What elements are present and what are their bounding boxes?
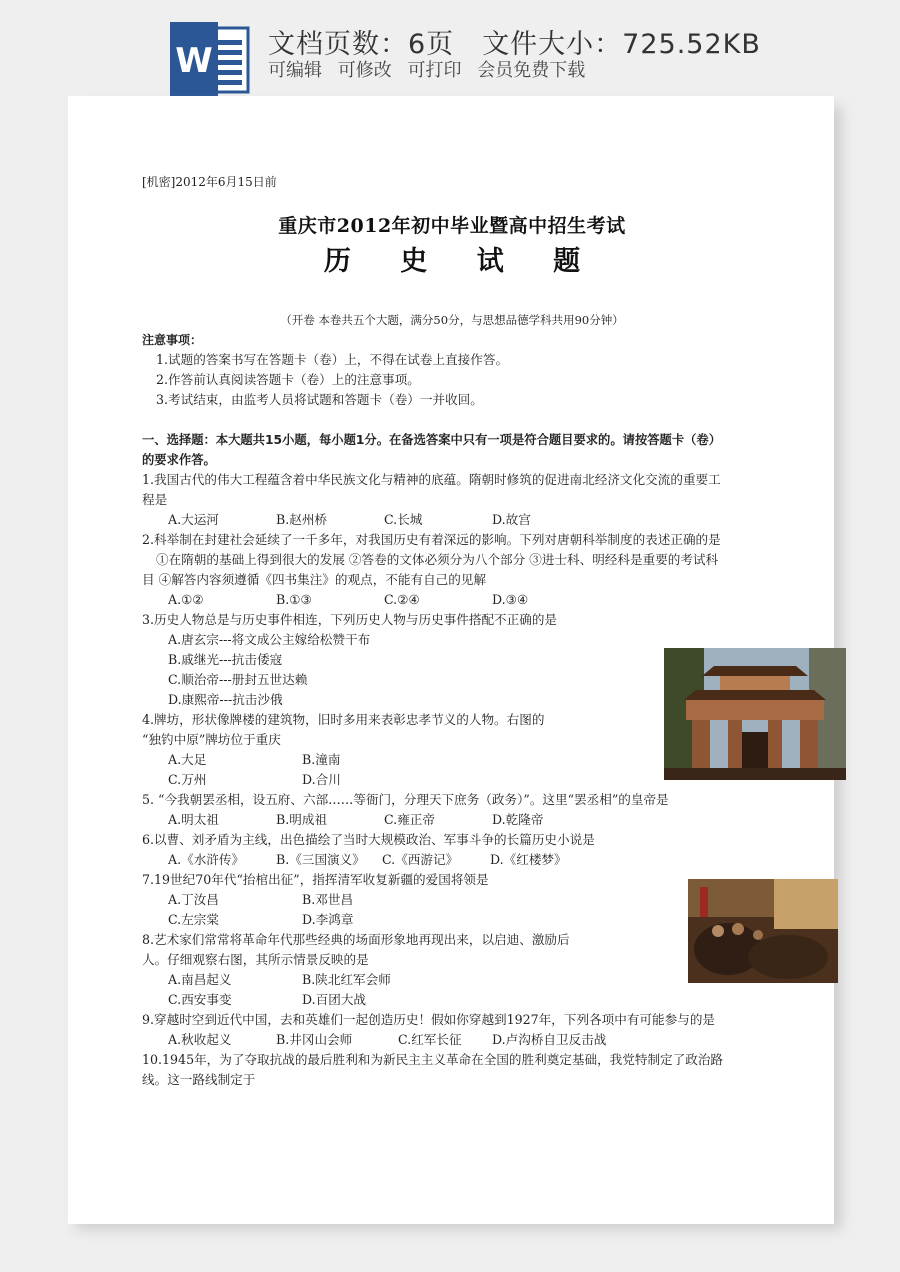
- question-6: 6.以曹、刘矛盾为主线，出色描绘了当时大规模政治、军事斗争的长篇历史小说是: [142, 832, 595, 847]
- option-a: A.《水浒传》: [168, 852, 245, 867]
- question-7: 7.19世纪70年代“抬棺出征”，指挥清军收复新疆的爱国将领是: [142, 872, 489, 887]
- feature-printable: 可打印: [407, 60, 462, 81]
- option-c: C.红军长征: [398, 1032, 462, 1047]
- option-a: A.秋收起义: [168, 1032, 232, 1047]
- option-d: D.乾隆帝: [492, 812, 544, 827]
- question-4: 4.牌坊，形状像牌楼的建筑物，旧时多用来表彰忠孝节义的人物。右图的: [142, 712, 545, 727]
- exam-title: 重庆市2012年初中毕业暨高中招生考试: [278, 215, 626, 237]
- option-c: C.西安事变: [168, 992, 232, 1007]
- option-a: A.①②: [168, 592, 204, 607]
- archway-photo: [664, 648, 846, 780]
- option-c: C.左宗棠: [168, 912, 219, 927]
- option-d: D.李鸿章: [302, 912, 354, 927]
- question-10: 10.1945年，为了夺取抗战的最后胜利和为新民主主义革命在全国的胜利奠定基础，我党特制定了政治路: [142, 1052, 724, 1067]
- option-c: C.万州: [168, 772, 207, 787]
- option-b: B.井冈山会师: [276, 1032, 353, 1047]
- option-a: A.大足: [168, 752, 207, 767]
- option-a: A.明太祖: [168, 812, 219, 827]
- download-banner: [0, 0, 900, 96]
- question-10-cont: 线。这一路线制定于: [142, 1072, 256, 1087]
- option-b: B.赵州桥: [276, 512, 328, 527]
- page-count: 文档页数：6页: [268, 29, 455, 60]
- question-1-cont: 程是: [142, 492, 168, 507]
- option-b: B.《三国演义》: [276, 852, 365, 867]
- note-item: 3.考试结束，由监考人员将试题和答题卡（卷）一并收回。: [156, 392, 483, 407]
- secret-mark: [机密]2012年6月15日前: [142, 175, 277, 189]
- section-heading-cont: 的要求作答。: [142, 453, 216, 467]
- option-d: D.百团大战: [302, 992, 367, 1007]
- option-b: B.陕北红军会师: [302, 972, 391, 987]
- notes-heading: 注意事项：: [142, 333, 203, 347]
- archway-illustration: [664, 648, 846, 780]
- feature-list: [268, 56, 595, 82]
- question-4-cont: “独钓中原”牌坊位于重庆: [142, 732, 281, 747]
- note-item: 2.作答前认真阅读答题卡（卷）上的注意事项。: [156, 372, 420, 387]
- question-5: 5. “今我朝罢丞相，设五府、六部……等衙门，分理天下庶务（政务）”。这里“罢丞相”的皇帝是: [142, 792, 669, 807]
- option-d: D.《红楼梦》: [490, 852, 567, 867]
- question-8-cont: 人。仔细观察右图，其所示情景反映的是: [142, 952, 369, 967]
- question-2: 2.科举制在封建社会延续了一千多年，对我国历史有着深远的影响。下列对唐朝科举制度的表述正确的是: [142, 532, 721, 547]
- option-b: B.潼南: [302, 752, 341, 767]
- feature-editable: 可编辑: [268, 60, 322, 81]
- option-c: C.长城: [384, 512, 423, 527]
- option-b: B.邓世昌: [302, 892, 354, 907]
- question-3: 3.历史人物总是与历史事件相连，下列历史人物与历史事件搭配不正确的是: [142, 612, 558, 627]
- option-a: A.丁汝昌: [168, 892, 219, 907]
- section-heading: 一、选择题：本大题共15小题，每小题1分。在备选答案中只有一项是符合题目要求的。请按答题卡（卷）: [142, 433, 722, 447]
- option-a: A.唐玄宗---将文成公主嫁给松赞干布: [168, 632, 371, 647]
- option-d: D.故宫: [492, 512, 531, 527]
- option-a: A.南昌起义: [168, 972, 232, 987]
- option-d: D.合川: [302, 772, 341, 787]
- option-c: C.顺治帝---册封五世达赖: [168, 672, 308, 687]
- question-1: 1.我国古代的伟大工程蕴含着中华民族文化与精神的底蕴。隋朝时修筑的促进南北经济文化交流的重要工: [142, 472, 721, 487]
- painting-illustration: [688, 879, 838, 983]
- option-c: C.《西游记》: [382, 852, 459, 867]
- option-b: B.明成祖: [276, 812, 328, 827]
- option-b: B.戚继光---抗击倭寇: [168, 652, 283, 667]
- option-c: C.②④: [384, 592, 420, 607]
- option-c: C.雍正帝: [384, 812, 435, 827]
- option-d: D.卢沟桥自卫反击战: [492, 1032, 607, 1047]
- option-b: B.①③: [276, 592, 312, 607]
- question-2-cont: ①在隋朝的基础上得到很大的发展 ②答卷的文体必须分为八个部分 ③进士科、明经科是重要的考试科: [156, 552, 719, 567]
- subject-title: 历 史 试 题: [323, 246, 601, 277]
- word-document-icon: [170, 22, 252, 96]
- painting-photo: [688, 879, 838, 983]
- exam-subtitle: （开卷 本卷共五个大题，满分50分，与思想品德学科共用90分钟）: [280, 313, 624, 327]
- question-2-cont: 目 ④解答内容须遵循《四书集注》的观点，不能有自己的见解: [142, 572, 487, 587]
- feature-member-download: 会员免费下载: [477, 60, 586, 81]
- file-size: 文件大小：725.52KB: [482, 29, 761, 60]
- question-9: 9.穿越时空到近代中国，去和英雄们一起创造历史！假如你穿越到1927年，下列各项中有可能参与的是: [142, 1012, 716, 1027]
- document-page: [68, 96, 834, 1224]
- option-d: D.③④: [492, 592, 529, 607]
- option-d: D.康熙帝---抗击沙俄: [168, 692, 283, 707]
- note-item: 1.试题的答案书写在答题卡（卷）上，不得在试卷上直接作答。: [156, 352, 509, 367]
- question-8: 8.艺术家们常常将革命年代那些经典的场面形象地再现出来，以启迪、激励后: [142, 932, 570, 947]
- option-a: A.大运河: [168, 512, 219, 527]
- svg-text:W: W: [175, 41, 213, 81]
- feature-modifiable: 可修改: [337, 60, 392, 81]
